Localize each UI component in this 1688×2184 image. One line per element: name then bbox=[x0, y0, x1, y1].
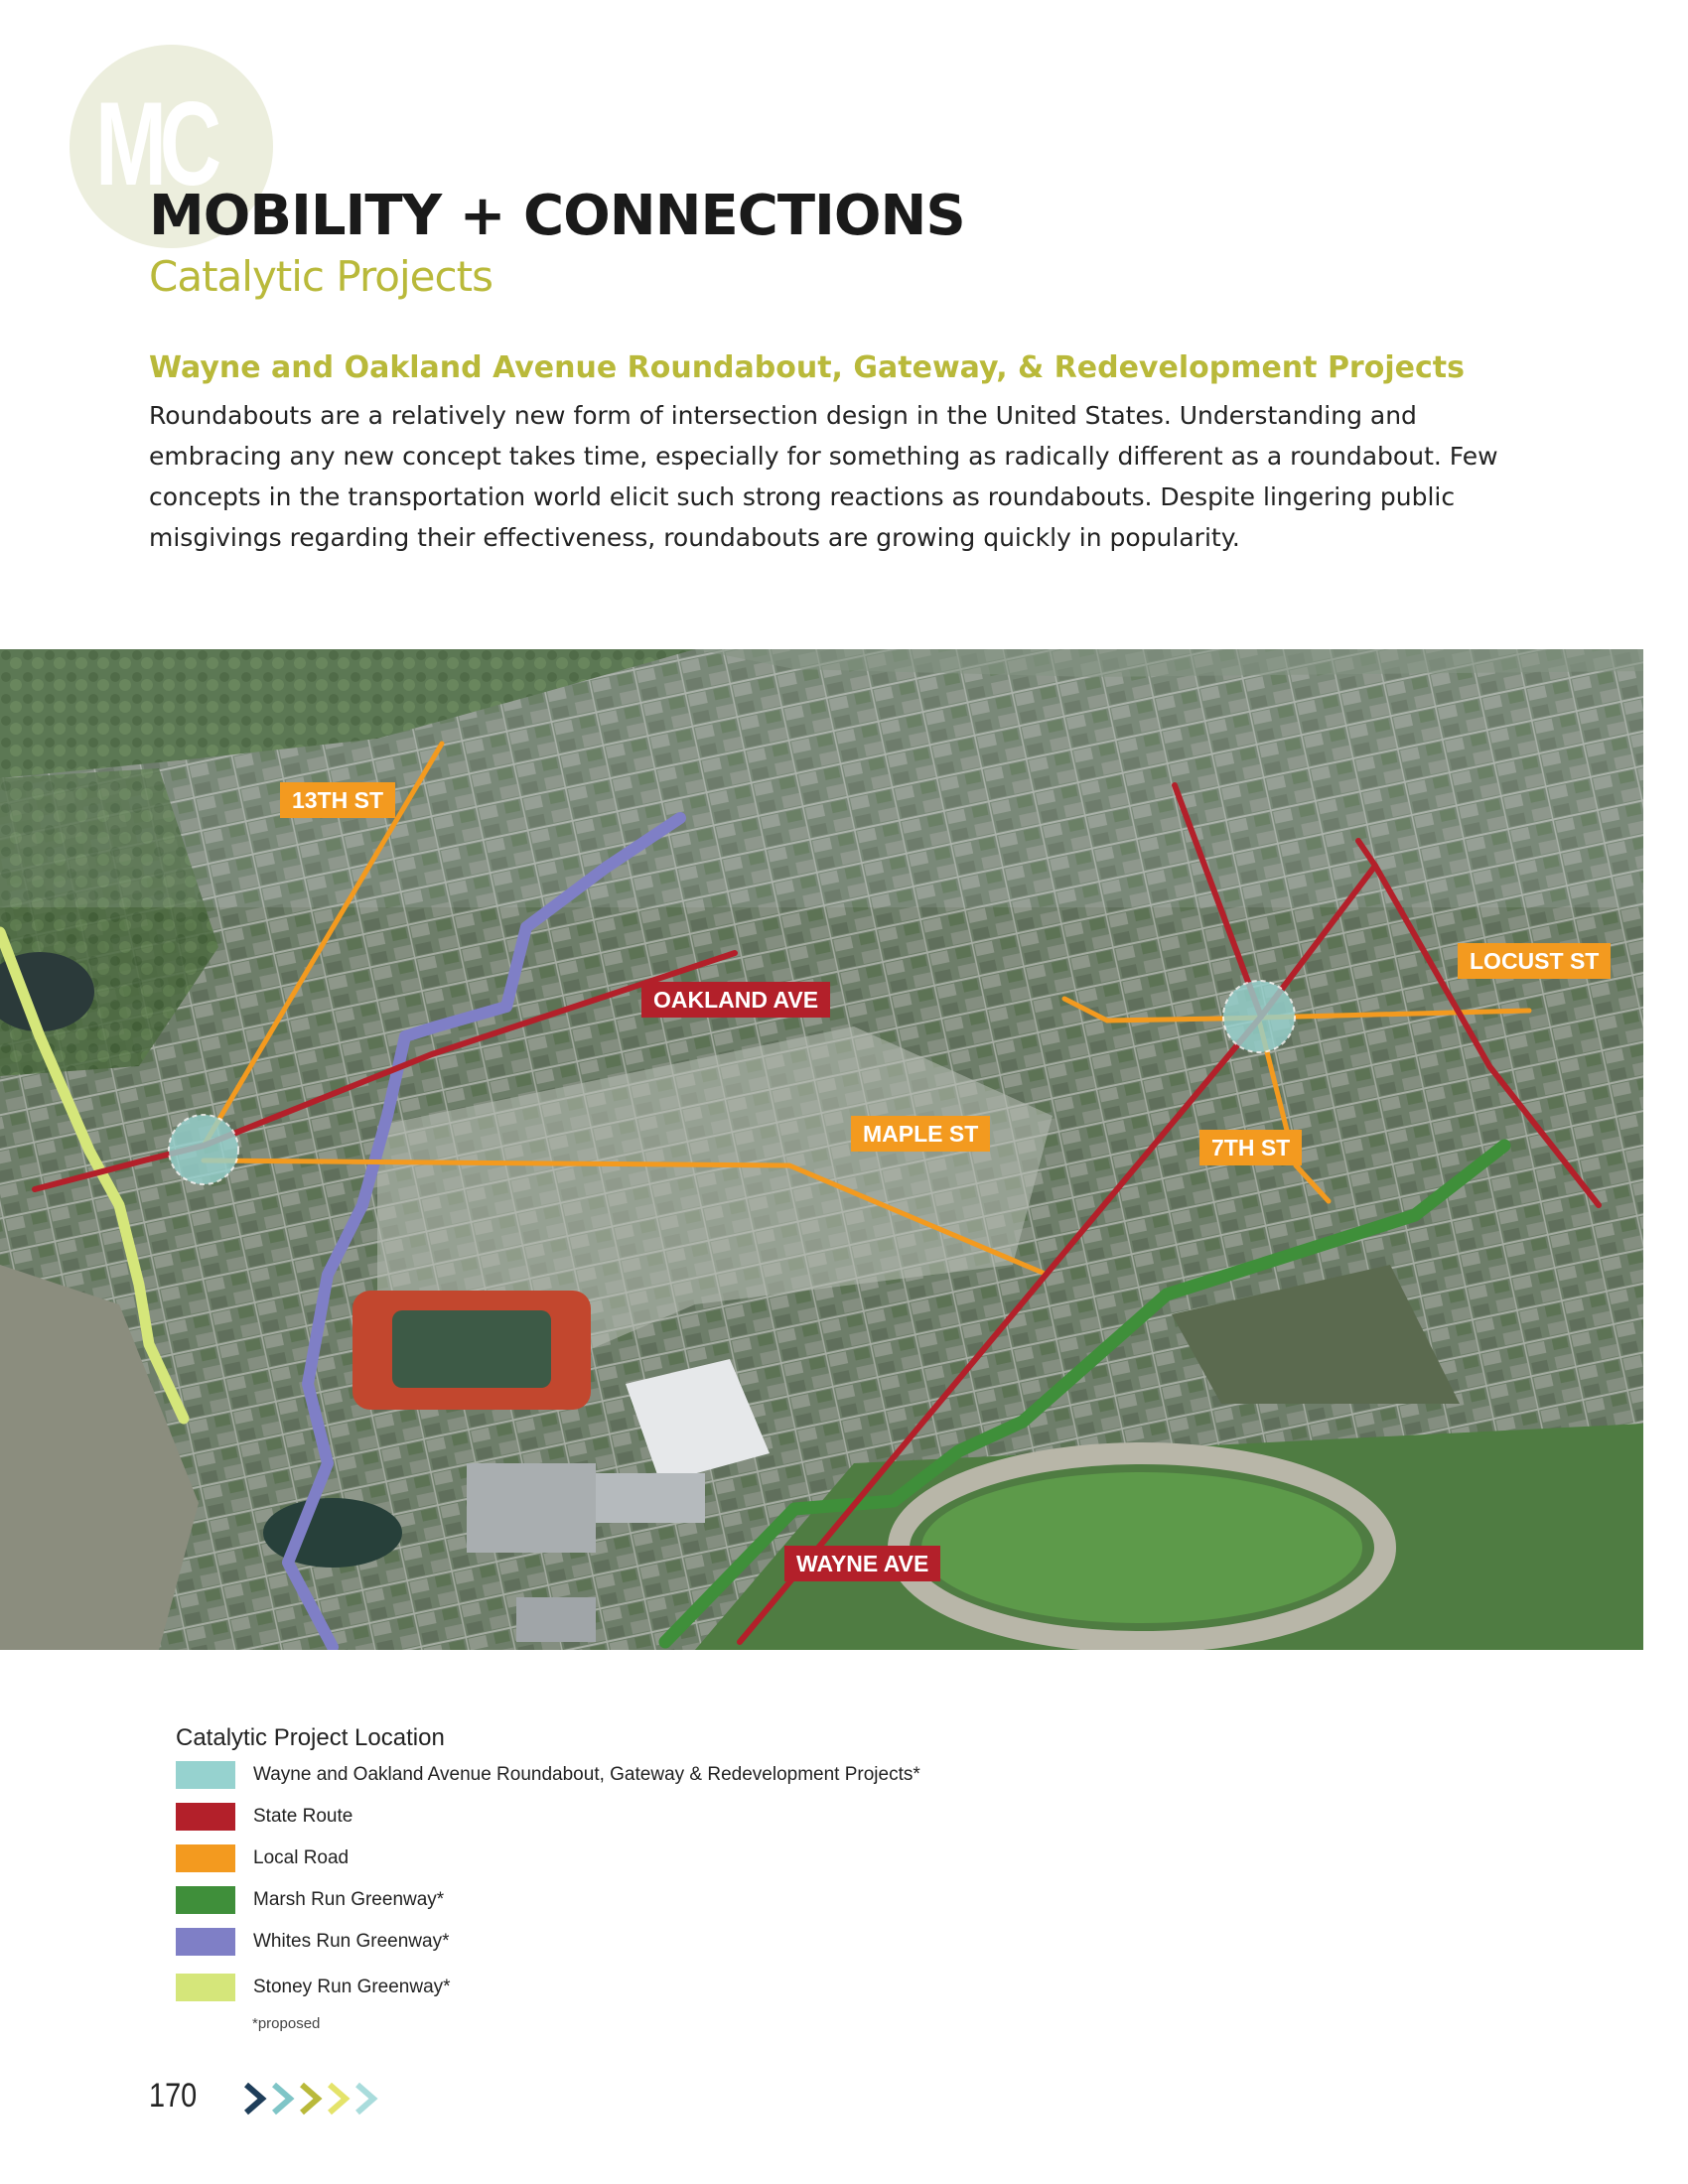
legend-label: Stoney Run Greenway* bbox=[253, 1977, 451, 1997]
page-subtitle: Catalytic Projects bbox=[149, 252, 492, 301]
roundabout-wayne bbox=[1223, 981, 1295, 1052]
label-13th-st: 13TH ST bbox=[280, 782, 395, 818]
legend-swatch bbox=[176, 1886, 235, 1914]
legend-label: State Route bbox=[253, 1806, 353, 1827]
legend-label: Local Road bbox=[253, 1847, 350, 1868]
chevron-arrows-icon bbox=[244, 2081, 393, 2116]
legend-swatch bbox=[176, 1974, 235, 2001]
section-body: Roundabouts are a relatively new form of intersection design in the United States. Understanding and embracing any new concept takes time, especially for something as radically different as a roundabout. Few concepts in the transportation world elicit such strong reactions as roundabouts. Despite lingering public misgivings regarding their effectiveness, roundabouts are growing quickly in popularity. bbox=[149, 401, 1498, 552]
label-7th-st: 7TH ST bbox=[1199, 1130, 1302, 1165]
legend-label: Wayne and Oakland Avenue Roundabout, Gateway & Redevelopment Projects* bbox=[253, 1764, 920, 1785]
page-number: 170 bbox=[149, 2077, 198, 2115]
chevron-icon bbox=[330, 2085, 346, 2113]
legend-label: Whites Run Greenway* bbox=[253, 1931, 450, 1952]
aerial-map-canvas bbox=[0, 649, 1643, 1650]
legend-swatch bbox=[176, 1761, 235, 1789]
page-title: MOBILITY + CONNECTIONS bbox=[149, 184, 965, 248]
section-heading: Wayne and Oakland Avenue Roundabout, Gateway, & Redevelopment Projects bbox=[149, 350, 1465, 385]
legend-title: Catalytic Project Location bbox=[176, 1724, 445, 1751]
chevron-icon bbox=[274, 2085, 290, 2113]
label-wayne-ave: WAYNE AVE bbox=[784, 1546, 940, 1581]
label-oakland-ave: OAKLAND AVE bbox=[641, 982, 830, 1018]
legend-label: Marsh Run Greenway* bbox=[253, 1889, 445, 1910]
aerial-map bbox=[0, 649, 1643, 1650]
section-badge-text: MC bbox=[95, 77, 214, 210]
legend-swatch bbox=[176, 1928, 235, 1956]
legend-note: *proposed bbox=[252, 2015, 321, 2032]
chevron-icon bbox=[246, 2085, 262, 2113]
legend-swatch bbox=[176, 1803, 235, 1831]
roundabout-oakland bbox=[169, 1115, 238, 1184]
legend-swatch bbox=[176, 1844, 235, 1872]
chevron-icon bbox=[357, 2085, 373, 2113]
label-maple-st: MAPLE ST bbox=[851, 1116, 990, 1152]
label-locust-st: LOCUST ST bbox=[1458, 943, 1611, 979]
chevron-icon bbox=[302, 2085, 318, 2113]
